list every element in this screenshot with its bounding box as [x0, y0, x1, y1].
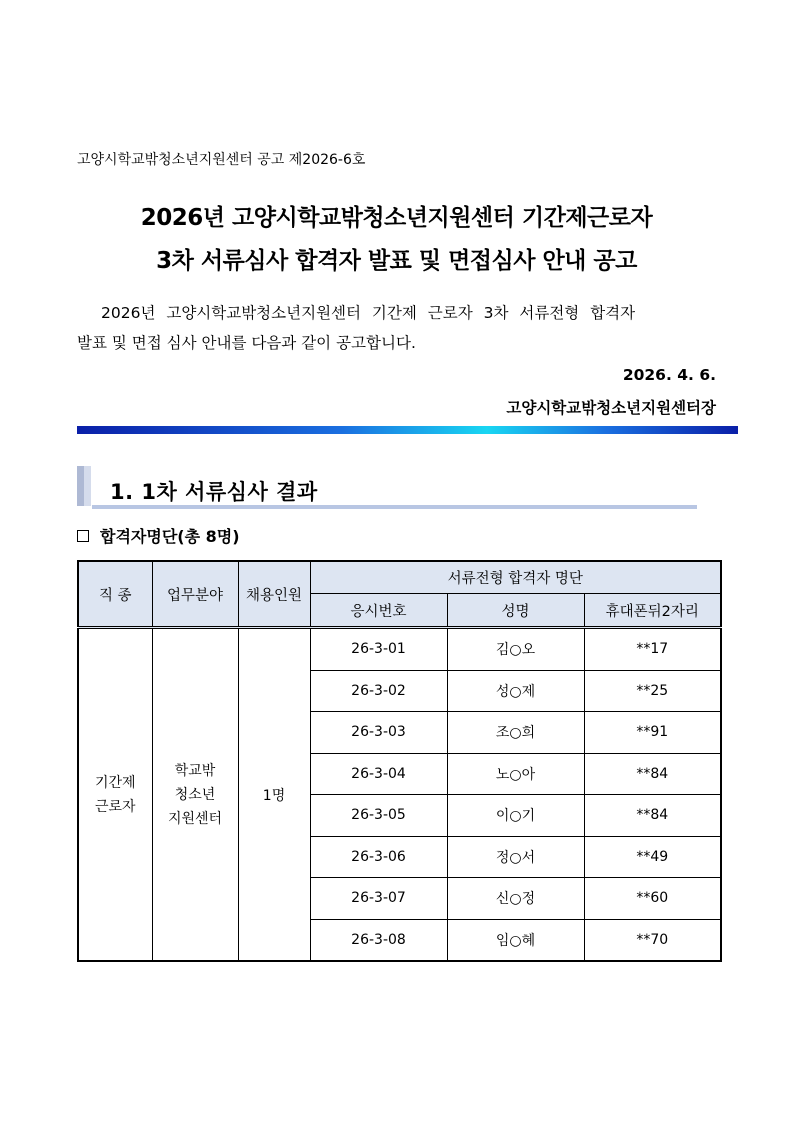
- gradient-divider: [77, 426, 738, 434]
- applicant-name: 조○희: [447, 712, 584, 754]
- applicant-name: 이○기: [447, 795, 584, 837]
- section-underline: [92, 505, 697, 509]
- section-accent-bar-light: [84, 466, 91, 506]
- header-passers-group: 서류전형 합격자 명단: [310, 561, 721, 594]
- header-applicant-no: 응시번호: [310, 594, 447, 628]
- intro-line1: 2026년 고양시학교밖청소년지원센터 기간제 근로자 3차 서류전형 합격자: [101, 304, 636, 322]
- section-accent-bar: [77, 466, 84, 506]
- section-title: 1. 1차 서류심사 결과: [110, 480, 318, 504]
- checkbox-bullet-icon: [77, 530, 89, 542]
- applicant-no: 26-3-07: [310, 878, 447, 920]
- phone-last2: **17: [584, 628, 721, 671]
- header-phone: 휴대폰뒤2자리: [584, 594, 721, 628]
- phone-last2: **70: [584, 919, 721, 961]
- field-line2: 청소년: [174, 786, 216, 803]
- passers-table: [77, 560, 722, 962]
- table-row: [78, 628, 721, 671]
- document-title-line2: 3차 서류심사 합격자 발표 및 면접심사 안내 공고: [156, 248, 637, 274]
- header-field: 업무분야: [152, 561, 238, 628]
- applicant-no: 26-3-06: [310, 836, 447, 878]
- intro-paragraph: [77, 298, 717, 358]
- phone-last2: **60: [584, 878, 721, 920]
- issuer-name: 고양시학교밖청소년지원센터장: [506, 399, 716, 417]
- job-type-line1: 기간제: [94, 774, 136, 791]
- phone-last2: **91: [584, 712, 721, 754]
- header-name: 성명: [447, 594, 584, 628]
- applicant-no: 26-3-08: [310, 919, 447, 961]
- applicant-no: 26-3-02: [310, 670, 447, 712]
- applicant-name: 임○혜: [447, 919, 584, 961]
- notice-date: 2026. 4. 6.: [622, 366, 716, 384]
- phone-last2: **84: [584, 795, 721, 837]
- applicant-no: 26-3-01: [310, 628, 447, 671]
- phone-last2: **49: [584, 836, 721, 878]
- phone-last2: **25: [584, 670, 721, 712]
- applicant-no: 26-3-05: [310, 795, 447, 837]
- phone-last2: **84: [584, 753, 721, 795]
- applicant-name: 노○아: [447, 753, 584, 795]
- applicant-name: 신○정: [447, 878, 584, 920]
- hires-cell: 1명: [238, 628, 310, 962]
- subheading-label: 합격자명단(총 8명): [100, 527, 240, 546]
- job-type-cell: [78, 628, 152, 962]
- header-job-type: 직 종: [78, 561, 152, 628]
- header-hires: 채용인원: [238, 561, 310, 628]
- field-line1: 학교밖: [174, 762, 216, 779]
- applicant-name: 김○오: [447, 628, 584, 671]
- applicant-name: 성○제: [447, 670, 584, 712]
- applicant-no: 26-3-03: [310, 712, 447, 754]
- field-cell: [152, 628, 238, 962]
- document-title-line1: 2026년 고양시학교밖청소년지원센터 기간제근로자: [140, 205, 653, 231]
- intro-line2: 발표 및 면접 심사 안내를 다음과 같이 공고합니다.: [77, 334, 416, 352]
- field-line3: 지원센터: [167, 810, 223, 827]
- applicant-no: 26-3-04: [310, 753, 447, 795]
- applicant-name: 정○서: [447, 836, 584, 878]
- passers-subheading: [77, 524, 240, 547]
- job-type-line2: 근로자: [94, 798, 136, 815]
- notice-number: 고양시학교밖청소년지원센터 공고 제2026-6호: [77, 152, 366, 168]
